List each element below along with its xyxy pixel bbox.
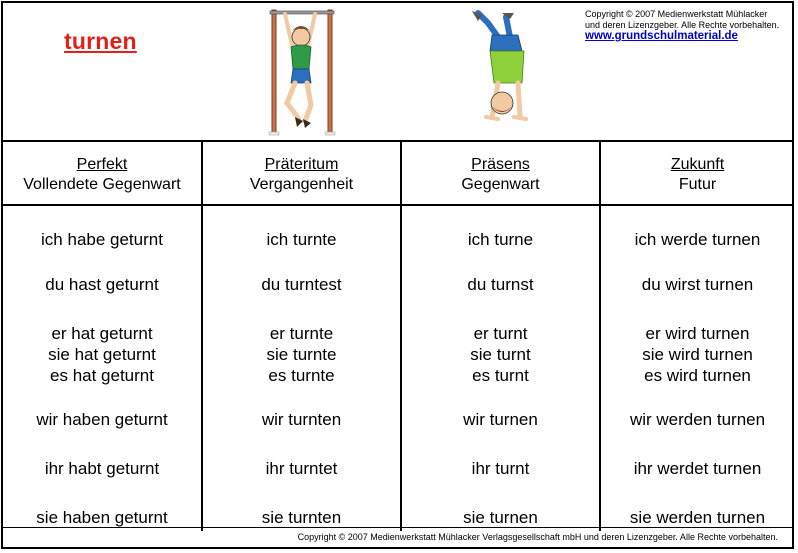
website-link[interactable]: www.grundschulmaterial.de [585,30,738,42]
form-sie-plural: sie werden turnen [629,508,766,527]
form-es: es turnt [472,366,529,385]
copyright-footer-text: Copyright © 2007 Medienwerkstatt Mühlacker Verlagsgesellschaft mbH und deren Lizenzgeber. Alle Rechte vorbehalten. [297,532,778,542]
column-heading: Perfekt [76,156,128,173]
form-du: du hast geturnt [45,275,159,294]
form-sie: sie turnte [266,345,337,364]
copyright-notice-top [585,9,779,42]
column-subheading: Gegenwart [461,176,540,193]
copyright-line-2: und deren Lizenzgeber. Alle Rechte vorbehalten. [585,20,780,30]
column-heading: Zukunft [670,156,725,173]
form-sie-plural: sie turnen [463,508,538,527]
column-subheading: Vollendete Gegenwart [23,176,181,193]
form-ihr: ihr werdet turnen [633,459,762,478]
form-wir: wir haben geturnt [36,410,168,429]
form-sie: sie wird turnen [642,345,753,364]
form-ich: ich turnte [266,230,337,249]
column-heading: Präsens [471,156,530,173]
column-subheading: Futur [678,176,717,193]
conjugation-table [3,142,792,531]
form-du: du turntest [261,275,342,294]
form-du: du turnst [467,275,534,294]
column-subheading: Vergangenheit [249,176,354,193]
column-praeteritum [201,142,400,531]
copyright-line-1: Copyright © 2007 Medienwerkstatt Mühlacker [585,9,768,19]
form-er: er turnt [473,324,528,343]
tense-header-row [3,144,792,206]
form-sie: sie turnt [470,345,531,364]
form-du: du wirst turnen [641,275,754,294]
form-sie-plural: sie turnten [261,508,342,527]
form-ihr: ihr turnt [471,459,530,478]
form-wir: wir turnen [463,410,538,429]
column-praesens [400,142,599,531]
form-es: es wird turnen [644,366,751,385]
bar-gymnast-illustration [265,7,339,137]
form-ich: ich werde turnen [634,230,761,249]
column-heading: Präteritum [264,156,339,173]
verb-title: turnen [64,28,137,54]
form-ich: ich habe geturnt [41,230,163,249]
form-ich: ich turne [467,230,534,249]
column-zukunft [599,142,794,531]
form-es: es hat geturnt [50,366,154,385]
form-er: er wird turnen [645,324,750,343]
form-wir: wir werden turnen [629,410,766,429]
copyright-footer [3,527,792,547]
form-es: es turnte [268,366,335,385]
form-sie: sie hat geturnt [48,345,156,364]
form-ihr: ihr habt geturnt [44,459,160,478]
form-wir: wir turnten [261,410,342,429]
form-er: er hat geturnt [51,324,153,343]
form-sie-plural: sie haben geturnt [36,508,168,527]
worksheet [1,1,794,549]
form-ihr: ihr turntet [265,459,338,478]
worksheet-header [3,3,792,142]
column-perfekt [3,142,201,531]
handstand-illustration [468,7,536,139]
form-er: er turnte [269,324,334,343]
